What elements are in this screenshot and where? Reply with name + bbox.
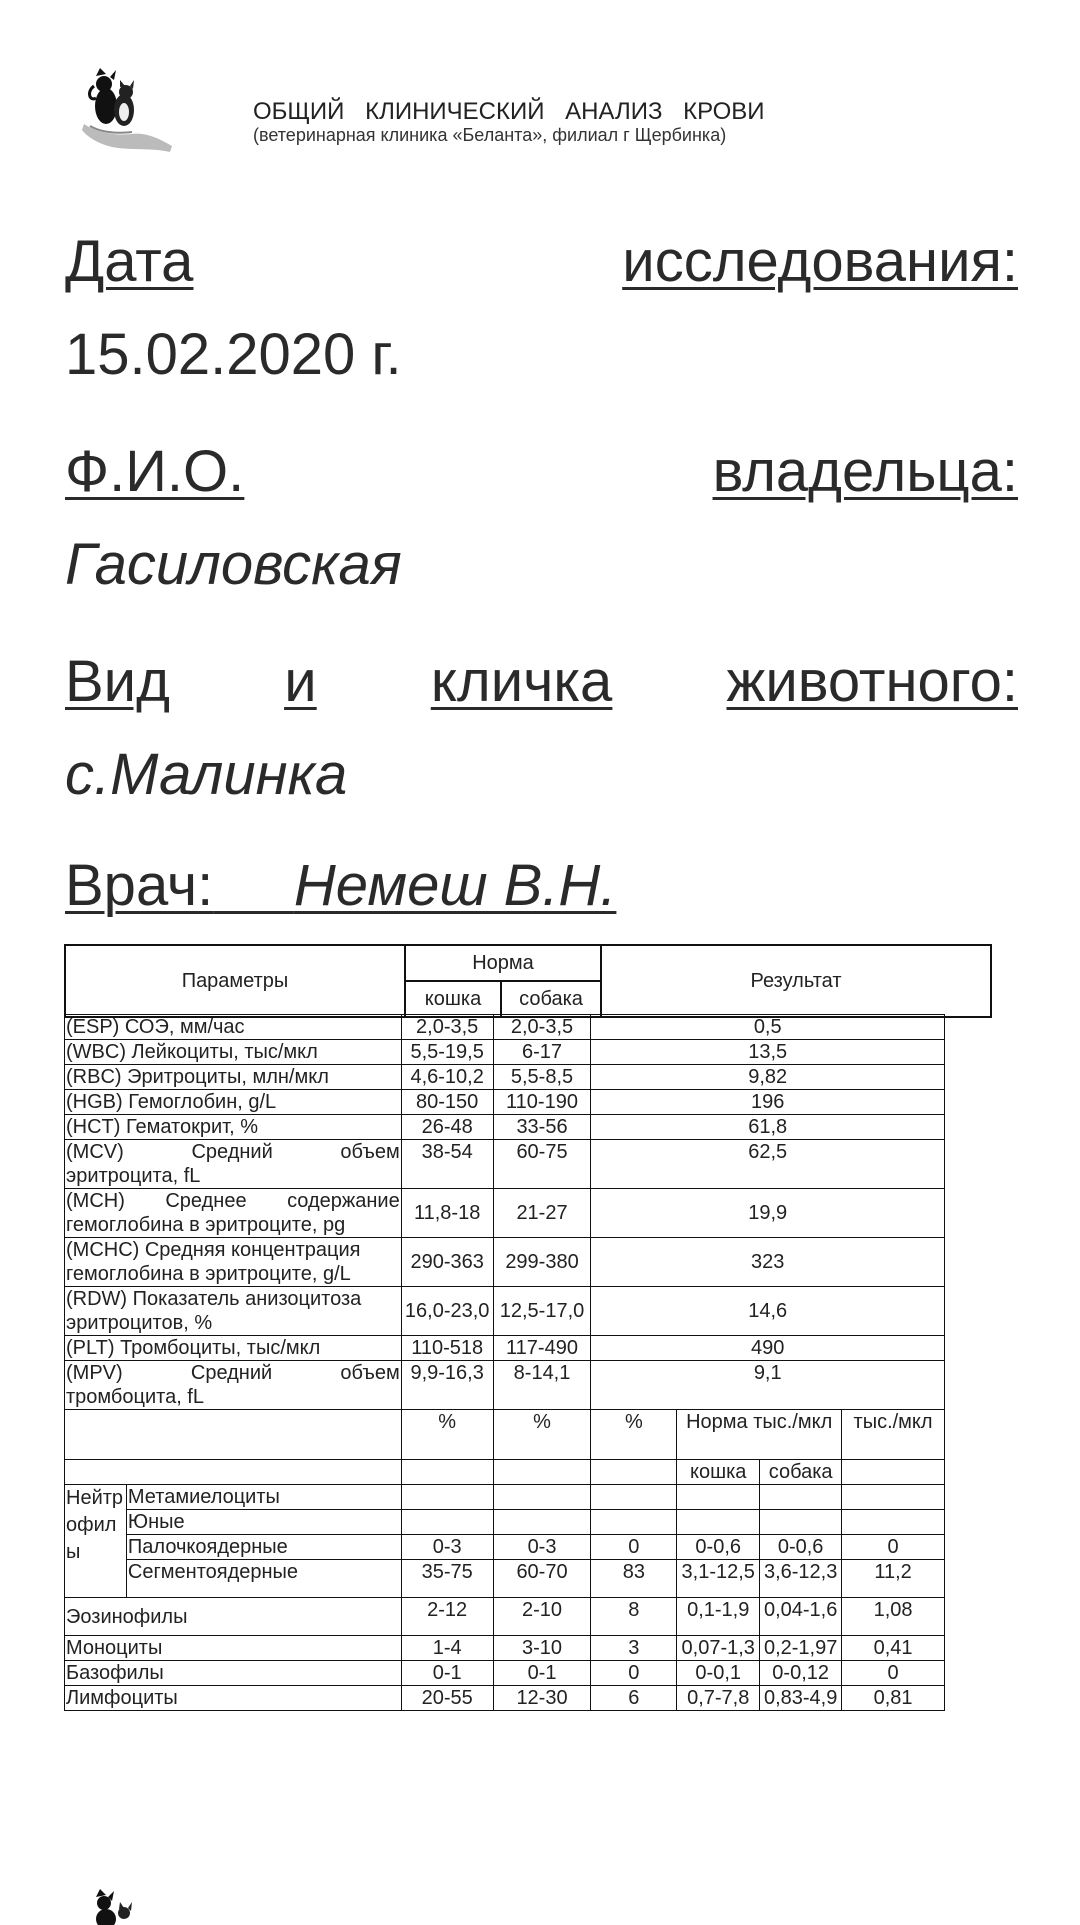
param-name-word: (MCH) (66, 1190, 125, 1212)
table-row (65, 1485, 945, 1510)
table-row (65, 1598, 945, 1636)
norm-cat: 11,8-18 (401, 1189, 493, 1238)
table-row (65, 1189, 945, 1238)
abs-value: 0,81 (842, 1686, 945, 1711)
param-name-word: объем (340, 1362, 400, 1384)
date-label-2: исследования: (622, 229, 1018, 294)
norm-cat: 2-12 (401, 1598, 493, 1636)
table-row (65, 1336, 945, 1361)
abs-value: 11,2 (842, 1560, 945, 1598)
norm-cat: 2,0-3,5 (401, 1015, 493, 1040)
norm-dog: 3-10 (493, 1636, 591, 1661)
norm-dog: 299-380 (493, 1238, 591, 1287)
dog-header: собака (760, 1460, 842, 1485)
table-row (65, 1361, 945, 1410)
norm-dog: 12-30 (493, 1686, 591, 1711)
norm-cat: 290-363 (401, 1238, 493, 1287)
norm-dog: 60-70 (493, 1560, 591, 1598)
result-value: 14,6 (591, 1287, 945, 1336)
param-name-word: объем (340, 1141, 400, 1163)
abs-value (842, 1510, 945, 1535)
percent-value (591, 1510, 677, 1535)
percent-value (591, 1485, 677, 1510)
norm-cat: 35-75 (401, 1560, 493, 1598)
doctor-label: Врач: (65, 853, 214, 918)
norm-cat: 4,6-10,2 (401, 1065, 493, 1090)
percent-value: 0 (591, 1535, 677, 1560)
param-name-line2: гемоглобина в эритроците, g/L (66, 1263, 351, 1285)
norm-abs-header: Норма тыс./мкл (677, 1410, 842, 1460)
clinic-subtitle: (ветеринарная клиника «Беланта», филиал г Щербинка) (253, 125, 727, 145)
param-name-word: (MPV) (66, 1362, 123, 1384)
cell-type: Лимфоциты (65, 1686, 402, 1711)
norm-cat: 5,5-19,5 (401, 1040, 493, 1065)
abs-value (842, 1485, 945, 1510)
norm-dog: 12,5-17,0 (493, 1287, 591, 1336)
owner-label-2: владельца: (712, 439, 1018, 504)
norm-dog: 2,0-3,5 (493, 1015, 591, 1040)
param-name: (WBC) Лейкоциты, тыс/мкл (65, 1040, 402, 1065)
cat-dog-logo-icon (86, 1885, 146, 1925)
animal-label-word: кличка (430, 649, 613, 714)
cat-header: кошка (677, 1460, 760, 1485)
percent-value: 0 (591, 1661, 677, 1686)
abs-norm-dog: 0-0,12 (760, 1661, 842, 1686)
param-name-line2: эритроцитов, % (66, 1312, 213, 1334)
abs-norm-cat: 0,1-1,9 (677, 1598, 760, 1636)
norm-dog: 6-17 (493, 1040, 591, 1065)
table-row (65, 1636, 945, 1661)
abs-norm-dog: 0-0,6 (760, 1535, 842, 1560)
norm-cat: 20-55 (401, 1686, 493, 1711)
norm-cat: 0-3 (401, 1535, 493, 1560)
doctor-value: Немеш В.Н. (293, 853, 617, 918)
params-header: Параметры (65, 945, 405, 1017)
param-name (65, 1189, 402, 1238)
cat-dog-on-hand-logo-icon (76, 62, 176, 158)
norm-dog: 0-3 (493, 1535, 591, 1560)
param-name-word: Среднее (165, 1190, 247, 1212)
norm-dog: 60-75 (493, 1140, 591, 1189)
norm-cat (401, 1485, 493, 1510)
param-name: (HCT) Гематокрит, % (65, 1115, 402, 1140)
dog-header: собака (501, 981, 601, 1017)
result-value: 13,5 (591, 1040, 945, 1065)
param-name: (HGB) Гемоглобин, g/L (65, 1090, 402, 1115)
cell-type: Метамиелоциты (126, 1485, 401, 1510)
norm-cat: 16,0-23,0 (401, 1287, 493, 1336)
param-name-word: (RDW) Показатель анизоцитоза (66, 1288, 362, 1310)
abs-norm-cat: 0,07-1,3 (677, 1636, 760, 1661)
pct-header: % (591, 1410, 677, 1460)
table-row (65, 1686, 945, 1711)
param-name: (PLT) Тромбоциты, тыс/мкл (65, 1336, 402, 1361)
percent-value: 6 (591, 1686, 677, 1711)
cell-type: Моноциты (65, 1636, 402, 1661)
param-name (65, 1140, 402, 1189)
result-value: 9,1 (591, 1361, 945, 1410)
abs-norm-cat: 0,7-7,8 (677, 1686, 760, 1711)
result-value: 62,5 (591, 1140, 945, 1189)
results-header-table (64, 944, 992, 1018)
cell-type: Палочкоядерные (126, 1535, 401, 1560)
param-name-word: Средний (190, 1362, 273, 1384)
norm-cat: 38-54 (401, 1140, 493, 1189)
abs-norm-dog (760, 1485, 842, 1510)
abs-norm-cat (677, 1485, 760, 1510)
result-value: 9,82 (591, 1065, 945, 1090)
param-name (65, 1238, 402, 1287)
table-row (65, 1535, 945, 1560)
norm-header: Норма (405, 945, 601, 981)
table-row (65, 1238, 945, 1287)
abs-norm-dog: 0,2-1,97 (760, 1636, 842, 1661)
result-value: 0,5 (591, 1015, 945, 1040)
result-value: 490 (591, 1336, 945, 1361)
abs-value: 0,41 (842, 1636, 945, 1661)
norm-cat: 9,9-16,3 (401, 1361, 493, 1410)
table-row (65, 1065, 945, 1090)
table-row (65, 1040, 945, 1065)
norm-dog: 21-27 (493, 1189, 591, 1238)
abs-value: 0 (842, 1535, 945, 1560)
param-name: (ESP) СОЭ, мм/час (65, 1015, 402, 1040)
result-value: 61,8 (591, 1115, 945, 1140)
abs-norm-dog: 3,6-12,3 (760, 1560, 842, 1598)
norm-cat (401, 1510, 493, 1535)
abs-norm-dog: 0,83-4,9 (760, 1686, 842, 1711)
norm-cat: 80-150 (401, 1090, 493, 1115)
norm-cat: 26-48 (401, 1115, 493, 1140)
abs-norm-cat (677, 1510, 760, 1535)
param-name-word: Средний (191, 1141, 273, 1163)
date-label: Дата (65, 229, 194, 294)
cat-header: кошка (405, 981, 501, 1017)
animal-value: с.Малинка (65, 742, 348, 807)
table-row (65, 1115, 945, 1140)
date-value: 15.02.2020 г. (65, 322, 402, 387)
table-row (65, 1510, 945, 1535)
owner-label: Ф.И.О. (65, 439, 245, 504)
pct-header: % (493, 1410, 591, 1460)
result-value: 19,9 (591, 1189, 945, 1238)
owner-field (65, 439, 1018, 597)
norm-dog: 117-490 (493, 1336, 591, 1361)
param-name-word: (MCV) (66, 1141, 124, 1163)
table-row (65, 1287, 945, 1336)
table-row (65, 1015, 945, 1040)
date-field (65, 229, 1018, 387)
norm-cat: 1-4 (401, 1636, 493, 1661)
neutrophils-group: Нейтрофилы (65, 1485, 127, 1598)
param-name-word: содержание (287, 1190, 400, 1212)
norm-dog: 33-56 (493, 1115, 591, 1140)
table-row (65, 1661, 945, 1686)
abs-norm-cat: 3,1-12,5 (677, 1560, 760, 1598)
table-row (65, 1140, 945, 1189)
norm-dog: 2-10 (493, 1598, 591, 1636)
cell-type: Эозинофилы (65, 1598, 402, 1636)
report-title: ОБЩИЙ КЛИНИЧЕСКИЙ АНАЛИЗ КРОВИ (253, 98, 765, 125)
animal-label-word: Вид (65, 649, 170, 714)
table-row (65, 1560, 945, 1598)
abs-norm-cat: 0-0,1 (677, 1661, 760, 1686)
param-name-line2: тромбоцита, fL (66, 1386, 204, 1408)
abs-value: 1,08 (842, 1598, 945, 1636)
animal-label-word: животного: (726, 649, 1018, 714)
param-name (65, 1287, 402, 1336)
table-row (65, 1090, 945, 1115)
norm-cat: 110-518 (401, 1336, 493, 1361)
result-header: Результат (601, 945, 991, 1017)
formula-header-row (65, 1410, 945, 1460)
cell-type: Базофилы (65, 1661, 402, 1686)
param-name: (RBC) Эритроциты, млн/мкл (65, 1065, 402, 1090)
abs-norm-cat: 0-0,6 (677, 1535, 760, 1560)
norm-dog (493, 1485, 591, 1510)
percent-value: 8 (591, 1598, 677, 1636)
norm-dog: 5,5-8,5 (493, 1065, 591, 1090)
norm-dog: 0-1 (493, 1661, 591, 1686)
doctor-field (65, 853, 617, 918)
abs-header: тыс./мкл (842, 1410, 945, 1460)
formula-header-row (65, 1460, 945, 1485)
results-table (64, 1014, 945, 1711)
param-name (65, 1361, 402, 1410)
norm-dog: 8-14,1 (493, 1361, 591, 1410)
norm-dog (493, 1510, 591, 1535)
animal-field (65, 649, 1018, 807)
abs-value: 0 (842, 1661, 945, 1686)
animal-label-word: и (284, 649, 317, 714)
result-value: 196 (591, 1090, 945, 1115)
cell-type: Юные (126, 1510, 401, 1535)
norm-dog: 110-190 (493, 1090, 591, 1115)
result-value: 323 (591, 1238, 945, 1287)
param-name-word: (MCHC) Средняя концентрация (66, 1239, 361, 1261)
abs-norm-dog (760, 1510, 842, 1535)
owner-value: Гасиловская (65, 532, 402, 597)
abs-norm-dog: 0,04-1,6 (760, 1598, 842, 1636)
cell-type: Сегментоядерные (126, 1560, 401, 1598)
param-name-line2: эритроцита, fL (66, 1165, 201, 1187)
norm-cat: 0-1 (401, 1661, 493, 1686)
percent-value: 3 (591, 1636, 677, 1661)
percent-value: 83 (591, 1560, 677, 1598)
param-name-line2: гемоглобина в эритроците, pg (66, 1214, 346, 1236)
pct-header: % (401, 1410, 493, 1460)
